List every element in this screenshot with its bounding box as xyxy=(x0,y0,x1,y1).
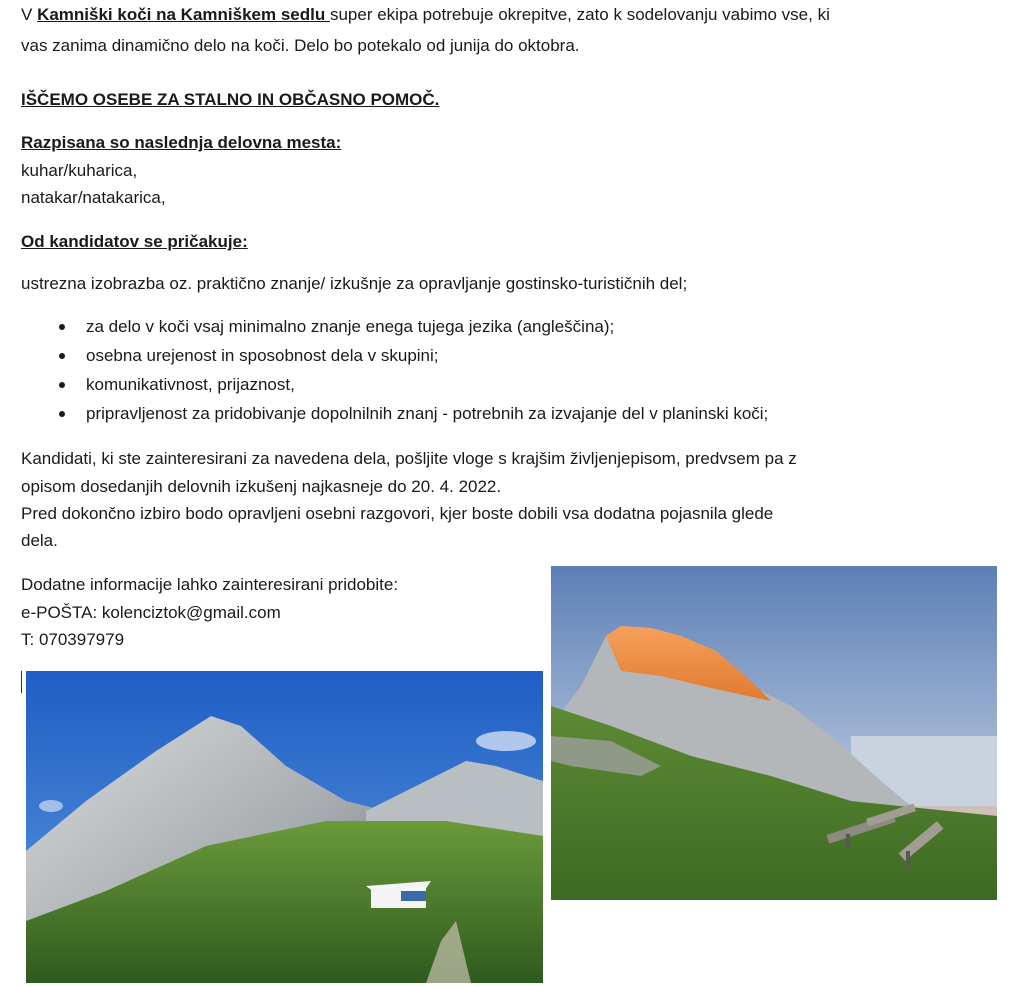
sunset-photo xyxy=(551,566,997,900)
bullet-icon xyxy=(59,353,65,359)
position-item-waiter: natakar/natakarica, xyxy=(21,188,166,207)
contact-email[interactable]: e-POŠTA: kolenciztok@gmail.com xyxy=(21,603,281,622)
list-item: za delo v koči vsaj minimalno znanje enega tujega jezika (angleščina); xyxy=(21,312,768,341)
text-cursor xyxy=(21,671,22,693)
requirements-list xyxy=(21,312,768,428)
list-item: komunikativnost, prijaznost, xyxy=(21,370,768,399)
requirements-heading: Od kandidatov se pričakuje: xyxy=(21,232,248,251)
bullet-icon xyxy=(59,324,65,330)
application-line-3: Pred dokončno izbiro bodo opravljeni osebni razgovori, kjer boste dobili vsa dodatna pojasnila glede xyxy=(21,504,774,523)
bullet-icon xyxy=(59,411,65,417)
contact-intro: Dodatne informacije lahko zainteresirani pridobite: xyxy=(21,575,399,594)
application-line-2: opisom dosedanjih delovnih izkušenj najkasneje do 20. 4. 2022. xyxy=(21,477,502,496)
application-line-1: Kandidati, ki ste zainteresirani za navedena dela, pošljite vloge s krajšim življenjepisom, predvsem pa z xyxy=(21,449,797,468)
application-line-4: dela. xyxy=(21,531,58,550)
list-item: pripravljenost za pridobivanje dopolnilnih znanj - potrebnih za izvajanje del v planinski koči; xyxy=(21,399,768,428)
list-item: osebna urejenost in sposobnost dela v skupini; xyxy=(21,341,768,370)
hut-photo xyxy=(26,671,543,983)
intro-prefix: V xyxy=(21,5,38,24)
intro-line-2: vas zanima dinamično delo na koči. Delo bo potekalo od junija do oktobra. xyxy=(21,36,580,55)
contact-phone[interactable]: T: 070397979 xyxy=(21,630,125,649)
requirements-intro: ustrezna izobrazba oz. praktično znanje/ izkušnje za opravljanje gostinsko-turističnih del; xyxy=(21,274,688,293)
headline: IŠČEMO OSEBE ZA STALNO IN OBČASNO POMOČ. xyxy=(21,90,440,109)
bullet-icon xyxy=(59,382,65,388)
intro-line-1-rest: super ekipa potrebuje okrepitve, zato k sodelovanju vabimo vse, ki xyxy=(329,5,830,24)
intro-line-1 xyxy=(21,1,830,28)
hut-name-link[interactable]: Kamniški koči na Kamniškem sedlu xyxy=(37,5,330,24)
hut-photo-image xyxy=(26,671,543,983)
positions-heading: Razpisana so naslednja delovna mesta: xyxy=(21,133,342,152)
sunset-photo-image xyxy=(551,566,997,900)
position-item-cook: kuhar/kuharica, xyxy=(21,161,138,180)
